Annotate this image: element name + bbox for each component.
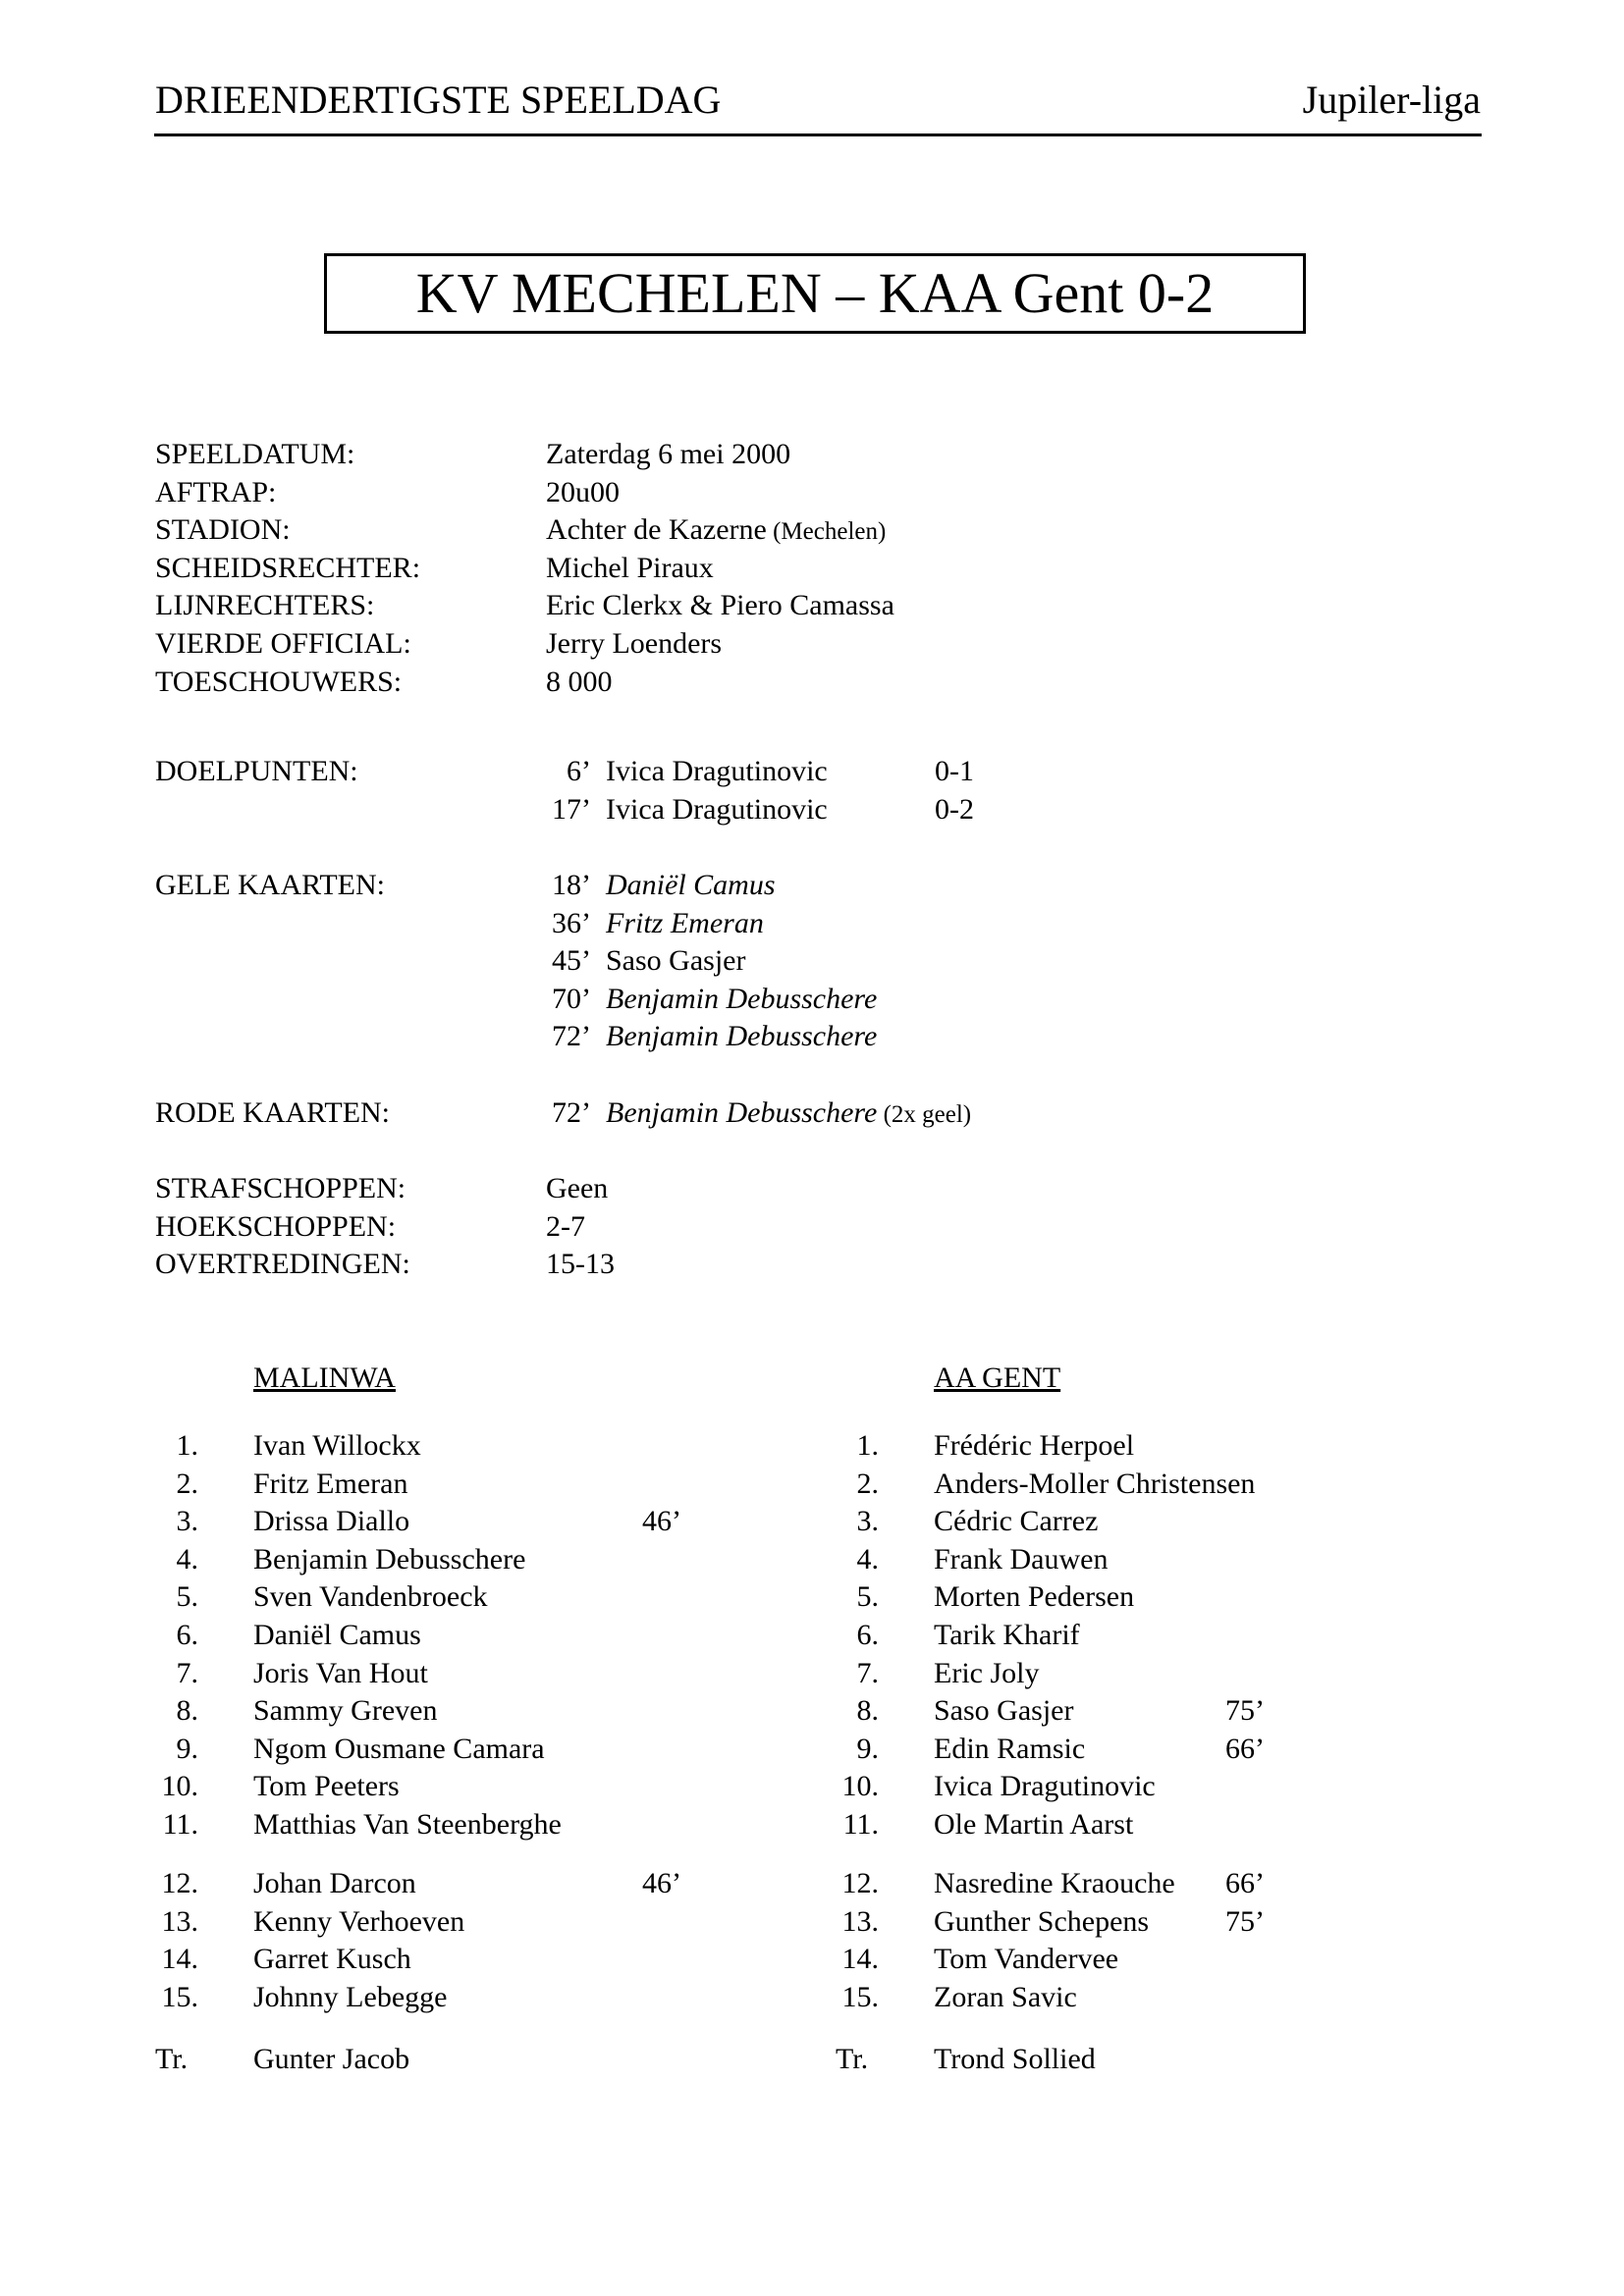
player-number: 1. xyxy=(176,1429,198,1462)
player-name: Daniël Camus xyxy=(253,1619,421,1651)
event-player xyxy=(606,754,828,789)
player-number: 3. xyxy=(176,1505,198,1538)
sub-number: 12. xyxy=(841,1867,879,1899)
event-player-name: Benjamin Debusschere xyxy=(606,982,878,1015)
info-value xyxy=(546,512,886,550)
section-heading: DRIEENDERTIGSTE SPEELDAG xyxy=(155,78,722,122)
team-name: AA GENT xyxy=(934,1362,1061,1394)
info-label: LIJNRECHTERS: xyxy=(155,589,375,622)
sub-name: Garret Kusch xyxy=(253,1943,411,1976)
info-value xyxy=(546,626,722,662)
player-name: Anders-Moller Christensen xyxy=(934,1467,1256,1500)
sub-name: Johan Darcon xyxy=(253,1867,416,1899)
player-name: Tarik Kharif xyxy=(934,1619,1080,1651)
player-number: 11. xyxy=(842,1808,879,1841)
info-value xyxy=(546,551,714,586)
player-number: 11. xyxy=(162,1808,198,1841)
info-value xyxy=(546,437,790,472)
info-label: AFTRAP: xyxy=(155,475,277,508)
sub-name: Johnny Lebegge xyxy=(253,1980,448,2013)
sub-number: 13. xyxy=(161,1904,198,1938)
event-minute: 17’ xyxy=(552,792,591,826)
event-player-name: Saso Gasjer xyxy=(606,944,746,978)
info-label: VIERDE OFFICIAL: xyxy=(155,627,411,660)
player-number: 7. xyxy=(856,1656,879,1689)
player-number: 3. xyxy=(856,1505,879,1538)
event-player xyxy=(606,906,764,941)
event-player xyxy=(606,943,745,979)
coach-name: Gunter Jacob xyxy=(253,2043,410,2075)
event-minute: 72’ xyxy=(552,1096,591,1129)
info-value-text: 20u00 xyxy=(546,475,620,508)
player-number: 5. xyxy=(856,1580,879,1614)
event-minute: 45’ xyxy=(552,944,591,978)
event-player xyxy=(606,982,877,1017)
event-minute: 72’ xyxy=(552,1020,591,1053)
player-number: 6. xyxy=(856,1619,879,1651)
substitution-minute: 75’ xyxy=(1225,1904,1265,1938)
player-name: Fritz Emeran xyxy=(253,1467,408,1500)
info-value-text: Jerry Loenders xyxy=(546,627,723,660)
sub-name: Zoran Savic xyxy=(934,1980,1077,2013)
event-minute: 6’ xyxy=(567,755,591,787)
event-minute: 36’ xyxy=(552,906,591,939)
info-value-text: Michel Piraux xyxy=(546,551,714,584)
event-player xyxy=(606,868,776,903)
player-name: Ivica Dragutinovic xyxy=(934,1770,1156,1803)
info-label: STADION: xyxy=(155,513,291,547)
league-name: Jupiler-liga xyxy=(1302,78,1481,122)
substitution-minute: 66’ xyxy=(1225,1867,1265,1899)
info-value xyxy=(546,588,894,623)
stat-value: Geen xyxy=(546,1172,609,1204)
info-value-text: Zaterdag 6 mei 2000 xyxy=(546,438,791,470)
substitution-minute: 66’ xyxy=(1225,1732,1265,1765)
player-name: Morten Pedersen xyxy=(934,1580,1135,1614)
team-name: MALINWA xyxy=(253,1362,396,1394)
player-name: Matthias Van Steenberghe xyxy=(253,1808,562,1841)
substitution-minute: 75’ xyxy=(1225,1694,1265,1728)
player-number: 10. xyxy=(161,1770,198,1803)
event-player-name: Daniël Camus xyxy=(606,869,776,901)
event-player-name: Ivica Dragutinovic xyxy=(606,755,828,787)
event-player-name: Benjamin Debusschere xyxy=(606,1020,878,1053)
sub-number: 15. xyxy=(841,1980,879,2013)
player-name: Frank Dauwen xyxy=(934,1542,1109,1575)
sub-name: Tom Vandervee xyxy=(934,1943,1119,1976)
coach-label: Tr. xyxy=(155,2043,189,2075)
info-value-text: Achter de Kazerne xyxy=(546,513,767,547)
player-number: 10. xyxy=(841,1770,879,1803)
stat-value: 15-13 xyxy=(546,1248,615,1281)
player-number: 6. xyxy=(176,1619,198,1651)
player-name: Frédéric Herpoel xyxy=(934,1429,1135,1462)
player-name: Saso Gasjer xyxy=(934,1694,1074,1728)
substitution-minute: 46’ xyxy=(642,1505,681,1538)
player-number: 9. xyxy=(856,1732,879,1765)
info-value-text: Eric Clerkx & Piero Camassa xyxy=(546,589,894,622)
sub-name: Kenny Verhoeven xyxy=(253,1904,465,1938)
info-value-note: (Mechelen) xyxy=(766,518,887,546)
info-label: TOESCHOUWERS: xyxy=(155,665,403,698)
player-name: Ivan Willockx xyxy=(253,1429,421,1462)
info-label: SCHEIDSRECHTER: xyxy=(155,551,421,584)
player-number: 8. xyxy=(176,1694,198,1728)
event-section-label: GELE KAARTEN: xyxy=(155,869,385,901)
event-score: 0-2 xyxy=(935,792,974,826)
event-player-name: Ivica Dragutinovic xyxy=(606,792,828,826)
event-player-name: Fritz Emeran xyxy=(606,906,764,939)
event-section-label: DOELPUNTEN: xyxy=(155,755,358,787)
event-player xyxy=(606,792,828,828)
player-number: 8. xyxy=(856,1694,879,1728)
player-name: Benjamin Debusschere xyxy=(253,1542,526,1575)
sub-name: Gunther Schepens xyxy=(934,1904,1150,1938)
player-name: Sven Vandenbroeck xyxy=(253,1580,488,1614)
coach-label: Tr. xyxy=(836,2043,869,2075)
sub-number: 14. xyxy=(841,1943,879,1976)
event-note: (2x geel) xyxy=(877,1101,972,1128)
stat-label: OVERTREDINGEN: xyxy=(155,1248,410,1281)
player-number: 5. xyxy=(176,1580,198,1614)
player-number: 2. xyxy=(856,1467,879,1500)
sub-number: 15. xyxy=(161,1980,198,2013)
match-title: KV MECHELEN – KAA Gent 0-2 xyxy=(324,253,1306,334)
stat-label: HOEKSCHOPPEN: xyxy=(155,1209,397,1243)
player-number: 2. xyxy=(176,1467,198,1500)
sub-name: Nasredine Kraouche xyxy=(934,1867,1175,1899)
sub-number: 13. xyxy=(841,1904,879,1938)
info-value-text: 8 000 xyxy=(546,665,613,698)
event-section-label: RODE KAARTEN: xyxy=(155,1096,391,1129)
stat-value: 2-7 xyxy=(546,1209,585,1243)
player-number: 9. xyxy=(176,1732,198,1765)
event-player xyxy=(606,1095,971,1133)
player-name: Ole Martin Aarst xyxy=(934,1808,1134,1841)
player-number: 4. xyxy=(176,1542,198,1575)
player-name: Edin Ramsic xyxy=(934,1732,1086,1765)
player-name: Joris Van Hout xyxy=(253,1656,428,1689)
sub-number: 14. xyxy=(161,1943,198,1976)
coach-name: Trond Sollied xyxy=(934,2043,1096,2075)
info-value xyxy=(546,665,613,700)
player-number: 4. xyxy=(856,1542,879,1575)
event-player-name: Benjamin Debusschere xyxy=(606,1096,878,1129)
info-label: SPEELDATUM: xyxy=(155,438,355,470)
player-name: Tom Peeters xyxy=(253,1770,400,1803)
player-name: Sammy Greven xyxy=(253,1694,438,1728)
player-name: Drissa Diallo xyxy=(253,1505,410,1538)
event-player xyxy=(606,1019,877,1054)
player-number: 1. xyxy=(856,1429,879,1462)
player-number: 7. xyxy=(176,1656,198,1689)
substitution-minute: 46’ xyxy=(642,1867,681,1899)
header-rule xyxy=(154,133,1482,136)
sub-number: 12. xyxy=(161,1867,198,1899)
event-score: 0-1 xyxy=(935,755,974,787)
player-name: Cédric Carrez xyxy=(934,1505,1099,1538)
player-name: Ngom Ousmane Camara xyxy=(253,1732,545,1765)
info-value xyxy=(546,475,620,510)
event-minute: 18’ xyxy=(552,869,591,901)
event-minute: 70’ xyxy=(552,982,591,1015)
player-name: Eric Joly xyxy=(934,1656,1040,1689)
stat-label: STRAFSCHOPPEN: xyxy=(155,1172,406,1204)
